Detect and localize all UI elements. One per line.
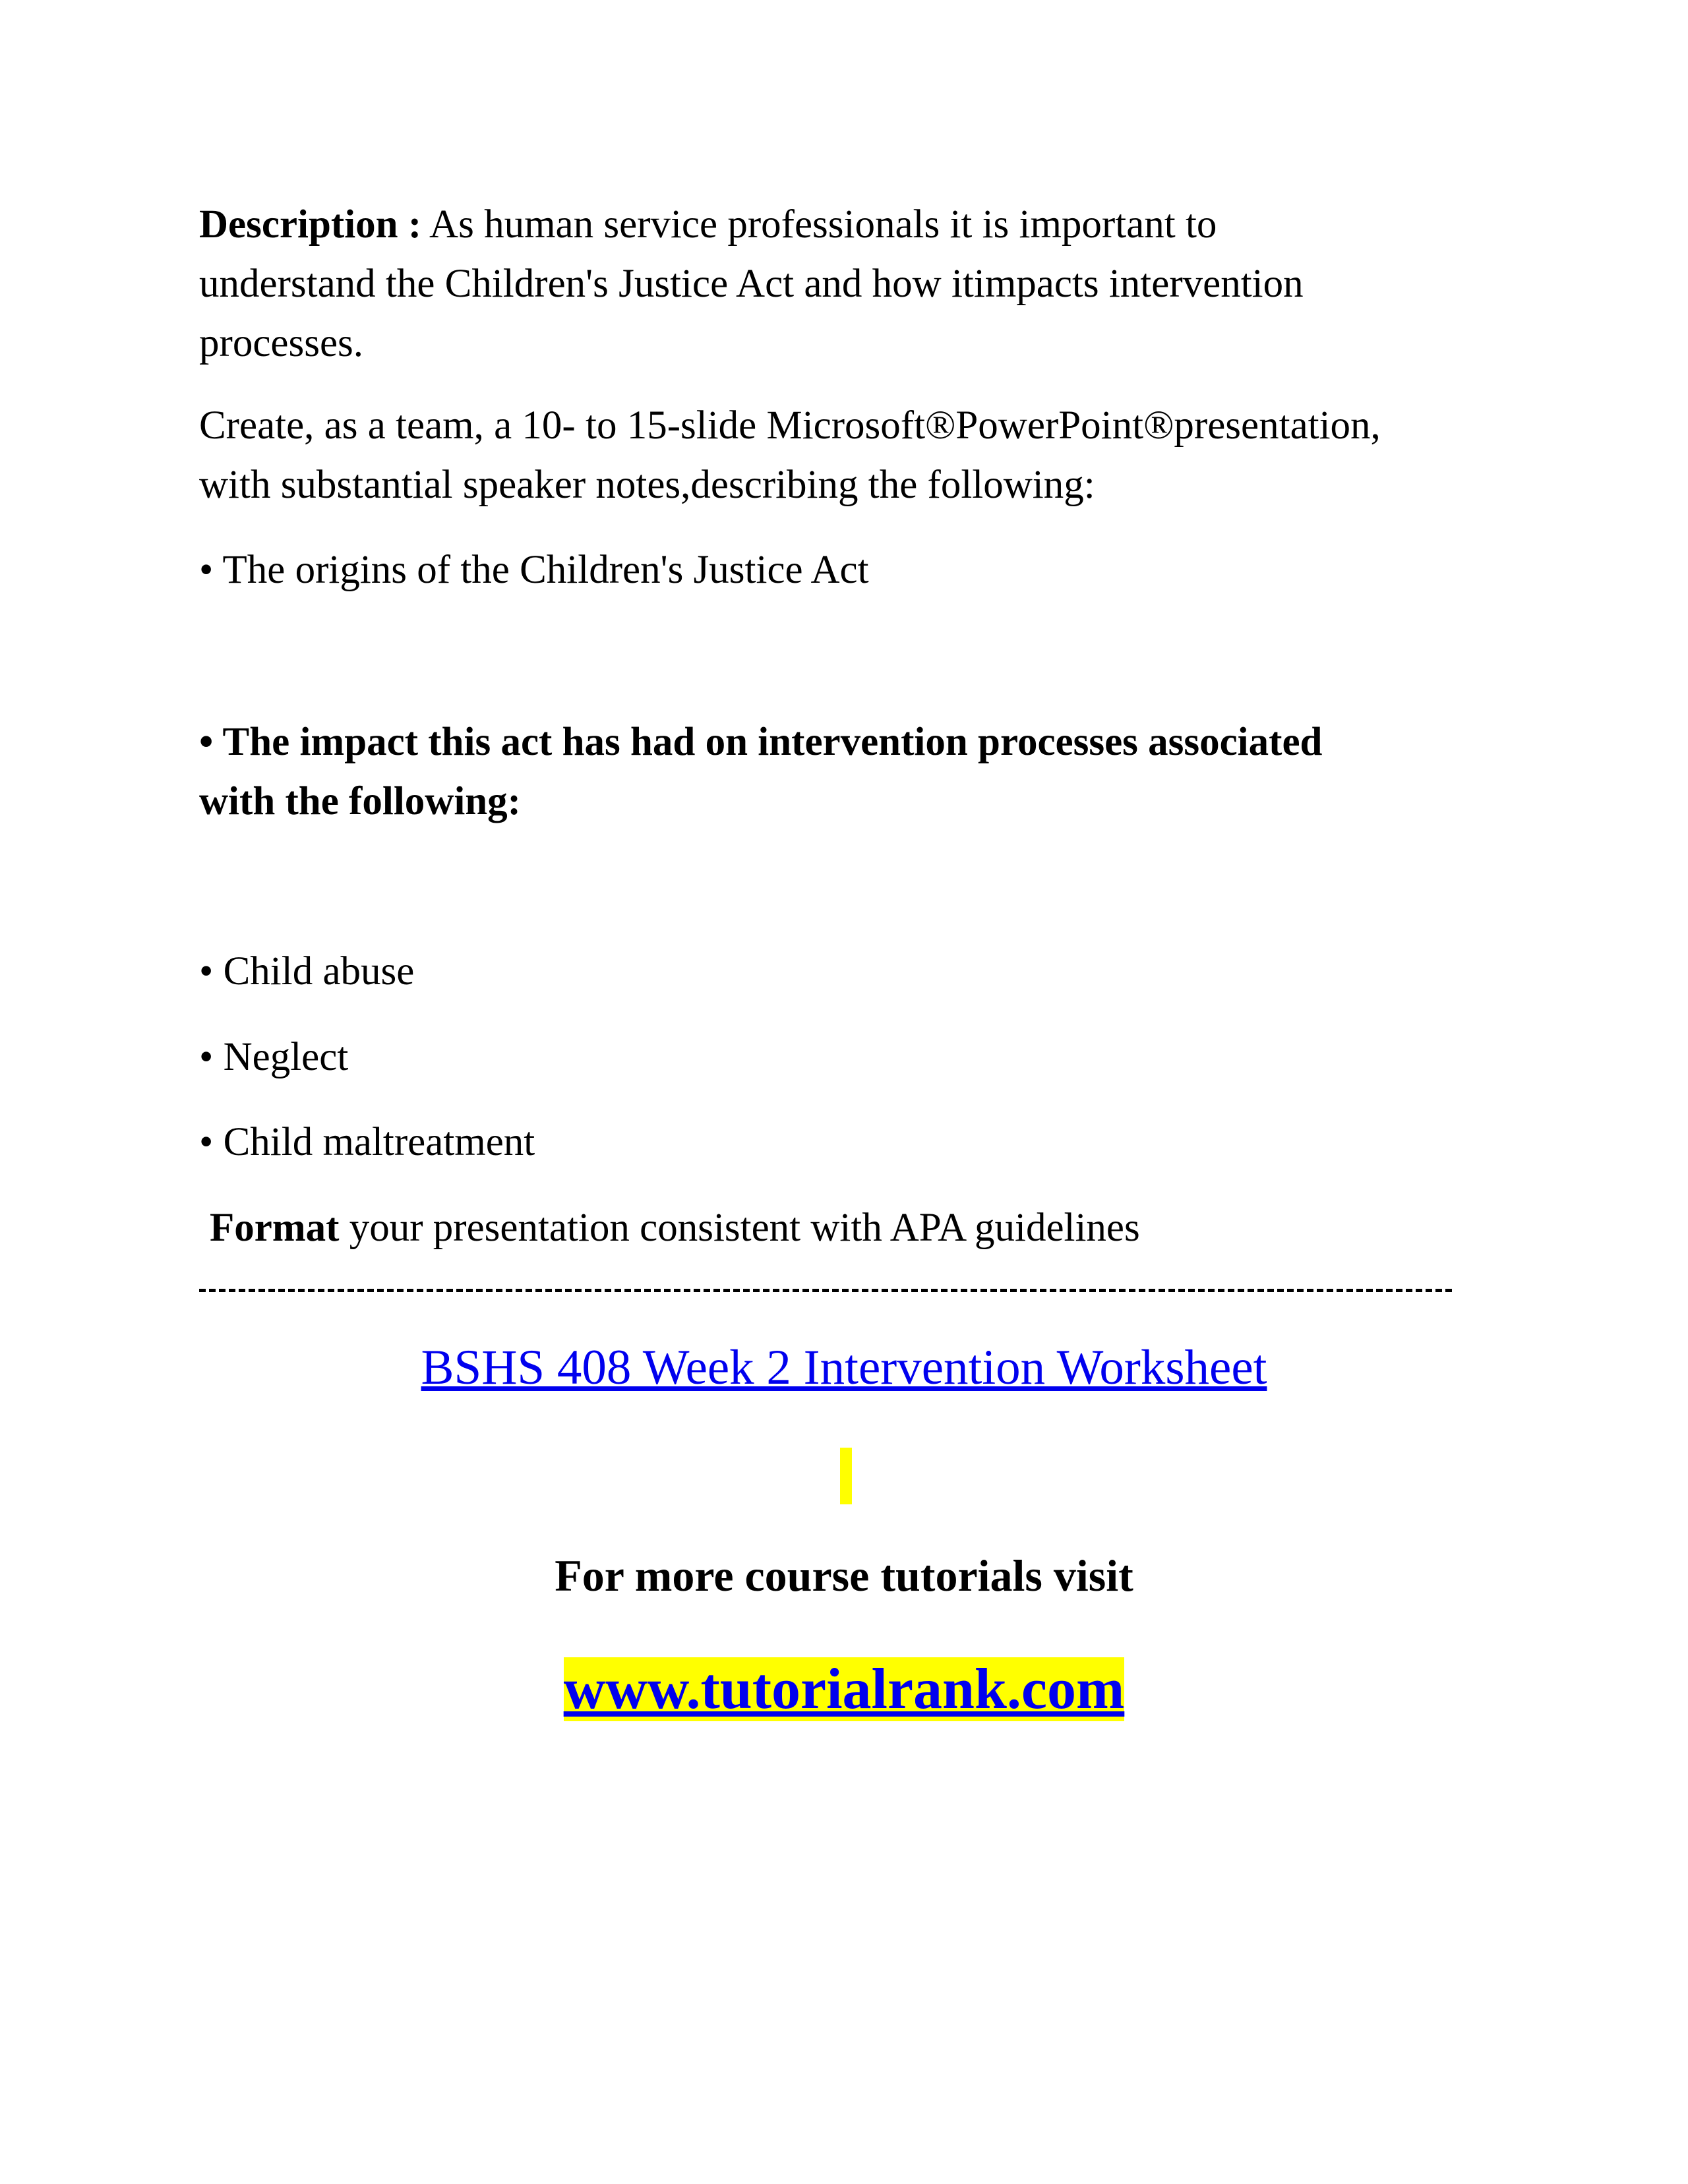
more-tutorials-heading: For more course tutorials visit (555, 1550, 1133, 1601)
sub-bullet-child-abuse: • Child abuse (199, 949, 415, 993)
text-cursor-mark (840, 1448, 852, 1504)
description-label: Description : (199, 202, 422, 247)
description-paragraph (199, 195, 1518, 373)
dashed-separator (199, 1289, 1452, 1292)
format-line (210, 1198, 1528, 1258)
website-link-row (0, 1651, 1688, 1728)
description-line-1: As human service professionals it is important to (421, 202, 1217, 247)
bullet-origins: • The origins of the Children's Justice Act (199, 548, 869, 592)
format-text: your presentation consistent with APA guidelines (339, 1206, 1140, 1250)
format-label: Format (210, 1206, 340, 1250)
bullet-impact (199, 713, 1518, 831)
description-line-3: processes. (199, 321, 364, 365)
create-paragraph (199, 396, 1518, 515)
create-line-1: Create, as a team, a 10- to 15-slide Microsoft®PowerPoint®presentation, (199, 403, 1381, 448)
next-worksheet-link[interactable]: BSHS 408 Week 2 Intervention Worksheet (421, 1340, 1267, 1395)
bullet-impact-line-1: • The impact this act has had on intervention processes associated (199, 720, 1323, 764)
sub-bullet-neglect: • Neglect (199, 1035, 349, 1079)
create-line-2: with substantial speaker notes,describing the following: (199, 463, 1095, 507)
bullet-impact-line-2: with the following: (199, 779, 521, 823)
website-link[interactable]: www.tutorialrank.com (563, 1657, 1125, 1721)
sub-bullet-child-maltreatment: • Child maltreatment (199, 1120, 535, 1164)
description-line-2: understand the Children's Justice Act and how itimpacts intervention (199, 262, 1304, 306)
next-worksheet-link-row (0, 1335, 1688, 1401)
